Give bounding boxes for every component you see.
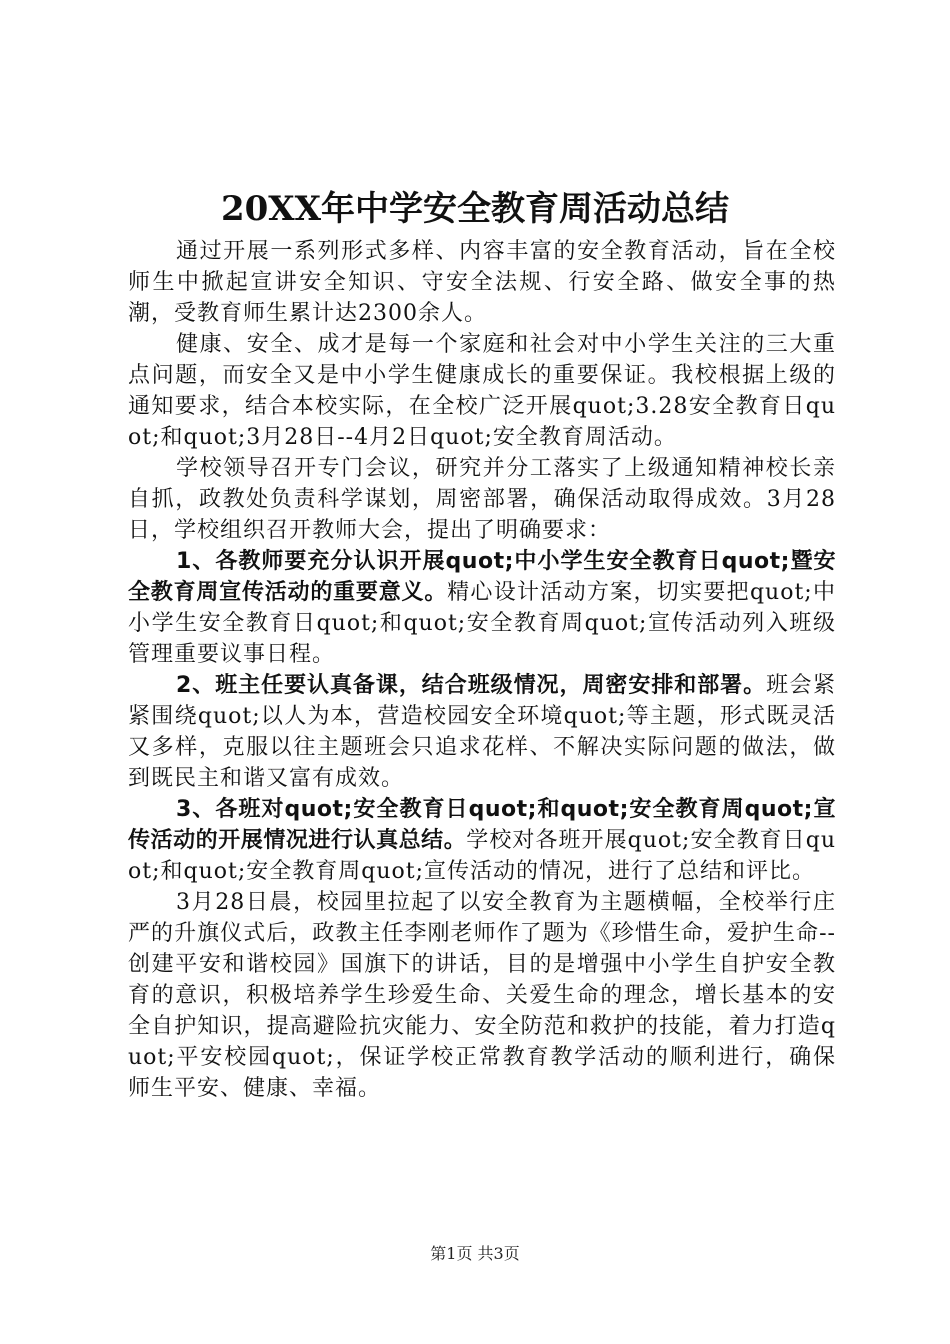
paragraph-text: 通过开展一系列形式多样、内容丰富的安全教育活动，旨在全校师生中掀起宣讲安全知识、守安全法规、行安全路、做安全事的热潮，受教育师生累计达2300余人。 <box>128 239 836 326</box>
paragraph <box>128 887 836 1104</box>
paragraph <box>128 794 836 887</box>
page-number-footer: 第1页 共3页 <box>430 1244 520 1263</box>
paragraph <box>128 236 836 329</box>
document-body <box>128 236 836 1104</box>
document-title: 20XX年中学安全教育周活动总结 <box>220 189 730 229</box>
paragraph-text: 精心设计活动方案，切实要把quot;中小学生安全教育日quot;和quot;安全教育周quot;宣传活动列入班级管理重要议事日程。 <box>128 580 836 667</box>
paragraph-text: 班会紧紧围绕quot;以人为本，营造校园安全环境quot;等主题，形式既灵活又多样，克服以往主题班会只追求花样、不解决实际问题的做法，做到既民主和谐又富有成效。 <box>128 673 836 791</box>
paragraph <box>128 546 836 670</box>
paragraph-text: 3月28日晨，校园里拉起了以安全教育为主题横幅，全校举行庄严的升旗仪式后，政教主任李刚老师作了题为《珍惜生命，爱护生命--创建平安和谐校园》国旗下的讲话，目的是增强中小学生自护安全教育的意识，积极培养学生珍爱生命、关爱生命的理念，增长基本的安全自护知识，提高避险抗灾能力、安全防范和救护的技能，着力打造quot;平安校园quot;，保证学校正常教育教学活动的顺利进行，确保师生平安、健康、幸福。 <box>128 890 836 1101</box>
paragraph-lead: 2、班主任要认真备课，结合班级情况，周密安排和部署。 <box>176 673 767 698</box>
paragraph <box>128 453 836 546</box>
paragraph <box>128 670 836 794</box>
paragraph <box>128 329 836 453</box>
paragraph-text: 健康、安全、成才是每一个家庭和社会对中小学生关注的三大重点问题，而安全又是中小学生健康成长的重要保证。我校根据上级的通知要求，结合本校实际，在全校广泛开展quot;3.28安全教育日quot;和quot;3月28日--4月2日quot;安全教育周活动。 <box>128 332 836 450</box>
paragraph-lead: 3、各班对quot;安全教育日quot;和quot;安全教育周quot;宣传活动的开展情况进行认真总结。 <box>128 797 836 853</box>
paragraph-text: 学校领导召开专门会议，研究并分工落实了上级通知精神校长亲自抓，政教处负责科学谋划，周密部署，确保活动取得成效。3月28日，学校组织召开教师大会，提出了明确要求： <box>128 456 836 543</box>
paragraph-text: 学校对各班开展quot;安全教育日quot;和quot;安全教育周quot;宣传活动的情况，进行了总结和评比。 <box>128 828 836 884</box>
paragraph-lead: 1、各教师要充分认识开展quot;中小学生安全教育日quot;暨安全教育周宣传活动的重要意义。 <box>128 549 836 605</box>
